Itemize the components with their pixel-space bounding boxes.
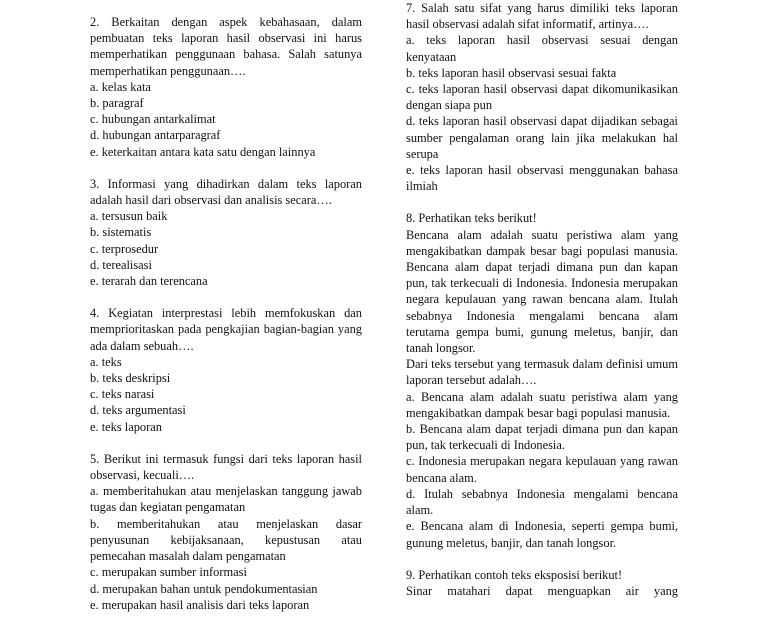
option-e: e. Bencana alam di Indonesia, seperti gempa bumi, gunung meletus, banjir, dan tanah longsor.	[406, 519, 678, 550]
option-d: d. teks argumentasi	[90, 403, 186, 418]
question-stem: 7. Salah satu sifat yang harus dimiliki teks laporan hasil observasi adalah sifat informatif, artinya….	[406, 1, 678, 32]
option-c: c. merupakan sumber informasi	[90, 565, 247, 580]
option-e: e. keterkaitan antara kata satu dengan lainnya	[90, 144, 316, 159]
question-passage: Bencana alam adalah suatu peristiwa alam yang mengakibatkan dampak besar bagi populasi manusia. Bencana alam dapat terjadi dimana pun dan kapan pun, tak terkecuali di Indonesia. Indonesia merupakan negara kepulauan yang rawan bencana alam. Itulah sebabnya Indonesia mengalami bencana alam terutama gempa bumi, gunung meletus, banjir, dan tanah longsor.	[406, 227, 678, 356]
left-column	[90, 14, 362, 613]
option-a: a. teks laporan hasil observasi sesuai dengan kenyataan	[406, 33, 678, 64]
option-c: c. teks narasi	[90, 387, 155, 402]
option-b: b. teks deskripsi	[90, 371, 171, 386]
option-a: a. tersusun baik	[90, 209, 168, 224]
option-e: e. teks laporan	[90, 419, 162, 434]
question-stem: 2. Berkaitan dengan aspek kebahasaan, dalam pembuatan teks laporan hasil observasi ini harus memperhatikan penggunaan bahasa. Salah satunya memperhatikan penggunaan….	[90, 15, 362, 78]
option-a: a. kelas kata	[90, 79, 151, 94]
question-7	[406, 0, 678, 194]
option-e: e. merupakan hasil analisis dari teks laporan	[90, 597, 310, 612]
question-stem: 5. Berikut ini termasuk fungsi dari teks laporan hasil observasi, kecuali….	[90, 451, 362, 483]
option-c: c. hubungan antarkalimat	[90, 112, 216, 127]
option-c: c. teks laporan hasil observasi dapat dikomunikasikan dengan siapa pun	[406, 82, 678, 113]
option-e: e. terarah dan terencana	[90, 274, 208, 289]
question-2	[90, 14, 362, 160]
option-b: b. teks laporan hasil observasi sesuai fakta	[406, 65, 617, 80]
option-d: d. merupakan bahan untuk pendokumentasian	[90, 581, 318, 596]
option-e: e. teks laporan hasil observasi menggunakan bahasa ilmiah	[406, 163, 678, 194]
option-b: b. sistematis	[90, 225, 152, 240]
option-c: c. Indonesia merupakan negara kepulauan yang rawan bencana alam.	[406, 454, 678, 485]
option-d: d. Itulah sebabnya Indonesia mengalami bencana alam.	[406, 486, 678, 518]
option-b: b. memberitahukan atau menjelaskan dasar penyusunan kebijaksanaan, kepustusan atau pemecahan masalah dalam pengamatan	[90, 516, 362, 564]
option-b: b. Bencana alam dapat terjadi dimana pun dan kapan pun, tak terkecuali di Indonesia.	[406, 422, 678, 453]
question-8	[406, 210, 678, 550]
question-stem: 3. Informasi yang dihadirkan dalam teks laporan adalah hasil dari observasi dan analisis secara….	[90, 176, 362, 208]
question-prompt: Dari teks tersebut yang termasuk dalam definisi umum laporan tersebut adalah….	[406, 357, 678, 388]
question-stem: 4. Kegiatan interprestasi lebih memfokuskan dan memprioritaskan pada pengkajian bagian-bagian yang ada dalam sebuah….	[90, 306, 362, 353]
option-a: a. memberitahukan atau menjelaskan tanggung jawab tugas dan kegiatan pengamatan	[90, 484, 362, 515]
question-stem: 8. Perhatikan teks berikut!	[406, 211, 537, 226]
question-4	[90, 305, 362, 435]
question-stem: 9. Perhatikan contoh teks eksposisi berikut!	[406, 567, 623, 582]
question-3	[90, 176, 362, 289]
option-a: a. Bencana alam adalah suatu peristiwa alam yang mengakibatkan dampak besar bagi populasi manusia.	[406, 389, 678, 420]
option-d: d. teks laporan hasil observasi dapat dijadikan sebagai sumber pengalaman orang lain jika melakukan hal serupa	[406, 114, 678, 161]
option-b: b. paragraf	[90, 96, 144, 111]
question-5	[90, 451, 362, 613]
option-d: d. hubungan antarparagraf	[90, 128, 221, 143]
option-d: d. terealisasi	[90, 257, 152, 272]
question-9	[406, 567, 678, 599]
right-column	[406, 0, 678, 599]
option-c: c. terprosedur	[90, 241, 159, 256]
option-a: a. teks	[90, 354, 122, 369]
question-passage-start: Sinar matahari dapat menguapkan air yang	[406, 583, 678, 598]
